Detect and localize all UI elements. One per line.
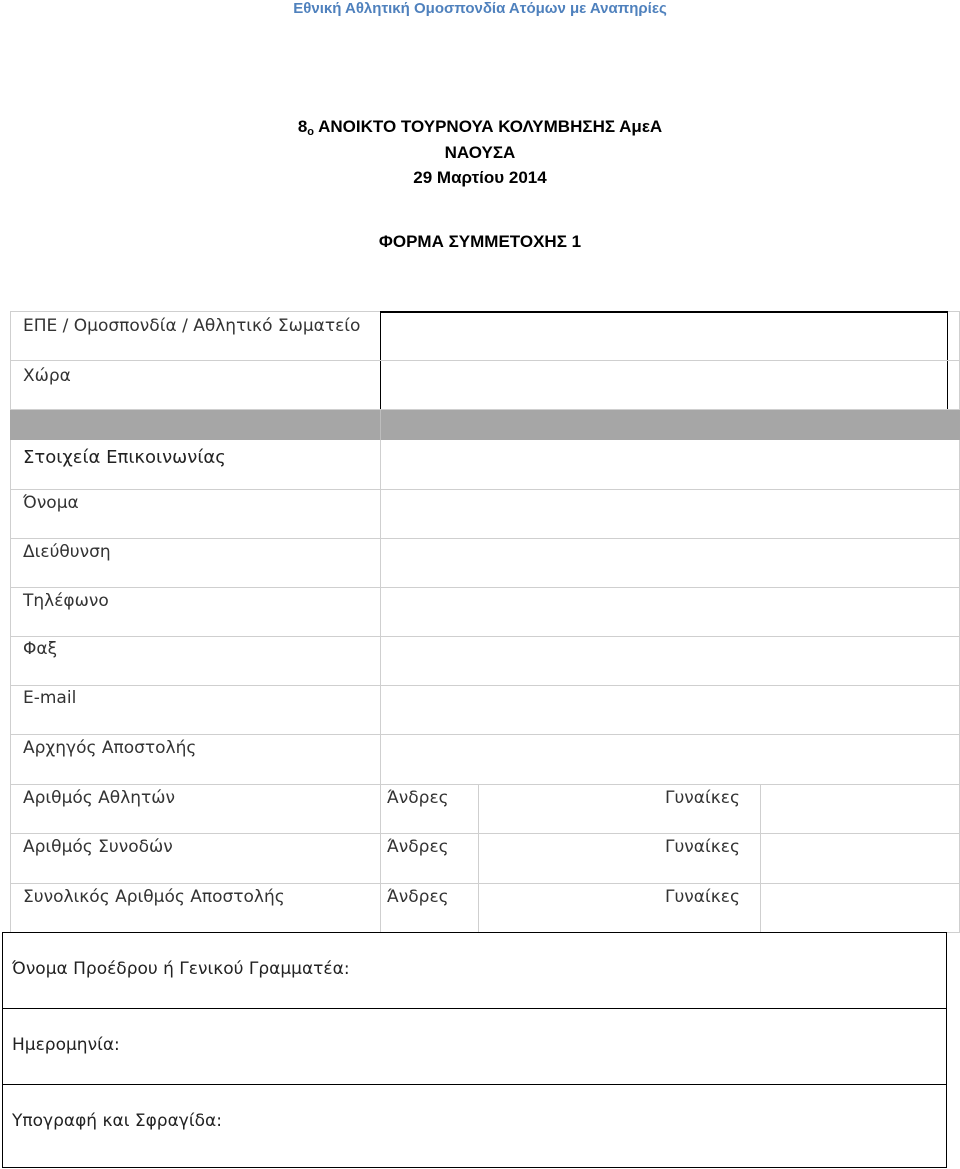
- event-city: ΝΑΟΥΣΑ: [444, 143, 516, 162]
- address-label: Διεύθυνση: [23, 542, 111, 562]
- athletes-women-label: Γυναίκες: [665, 788, 740, 808]
- form-name: ΦΟΡΜΑ ΣΥΜΜΕΤΟΧΗΣ 1: [378, 232, 582, 251]
- registration-form: [10, 311, 960, 933]
- contact-heading: Στοιχεία Επικοινωνίας: [23, 447, 226, 468]
- email-label: E-mail: [23, 688, 77, 708]
- date-label: Ημερομηνία:: [12, 1035, 120, 1055]
- event-date: 29 Μαρτίου 2014: [413, 168, 547, 187]
- event-name: ΑΝΟΙΚΤΟ ΤΟΥΡΝΟΥΑ ΚΟΛΥΜΒΗΣΗΣ ΑμεΑ: [318, 117, 663, 136]
- signature-section: [2, 932, 947, 1168]
- row-total: [10, 884, 960, 933]
- row-president: [3, 933, 946, 1009]
- women-value-divider: [760, 785, 761, 933]
- ordinal-suffix: ο: [307, 126, 315, 138]
- athletes-men-label: Άνδρες: [387, 788, 449, 808]
- row-athletes: [10, 785, 960, 834]
- row-organization: [10, 311, 960, 361]
- fax-label: Φαξ: [23, 639, 58, 659]
- phone-label: Τηλέφωνο: [23, 591, 109, 611]
- row-email: [10, 686, 960, 735]
- row-date: [3, 1009, 946, 1085]
- escorts-women-label: Γυναίκες: [665, 837, 740, 857]
- president-label: Όνομα Προέδρου ή Γενικού Γραμματέα:: [12, 959, 350, 979]
- athletes-label: Αριθμός Αθλητών: [23, 788, 176, 808]
- men-value-divider: [478, 785, 479, 933]
- row-country: [10, 361, 960, 410]
- row-phone: [10, 588, 960, 637]
- signature-label: Υπογραφή και Σφραγίδα:: [12, 1111, 222, 1131]
- row-name: [10, 490, 960, 539]
- total-men-label: Άνδρες: [387, 887, 449, 907]
- event-title: [0, 117, 960, 138]
- total-label: Συνολικός Αριθμός Αποστολής: [23, 887, 285, 907]
- shade-divider: [380, 410, 381, 440]
- escorts-label: Αριθμός Συνοδών: [23, 837, 173, 857]
- row-signature: [3, 1085, 946, 1167]
- row-leader: [10, 735, 960, 785]
- ordinal-number: 8: [297, 117, 308, 136]
- escorts-men-label: Άνδρες: [387, 837, 449, 857]
- row-address: [10, 539, 960, 588]
- organization-label: ΕΠΕ / Ομοσπονδία / Αθλητικό Σωματείο: [23, 316, 361, 336]
- section-shade: [10, 410, 960, 440]
- row-fax: [10, 637, 960, 686]
- row-escorts: [10, 834, 960, 884]
- country-label: Χώρα: [23, 366, 71, 386]
- name-label: Όνομα: [23, 493, 79, 513]
- total-women-label: Γυναίκες: [665, 887, 740, 907]
- row-contact-heading: [10, 440, 960, 490]
- leader-label: Αρχηγός Αποστολής: [23, 738, 197, 758]
- federation-header: Εθνική Αθλητική Ομοσπονδία Ατόμων με Αναπηρίες: [293, 0, 667, 17]
